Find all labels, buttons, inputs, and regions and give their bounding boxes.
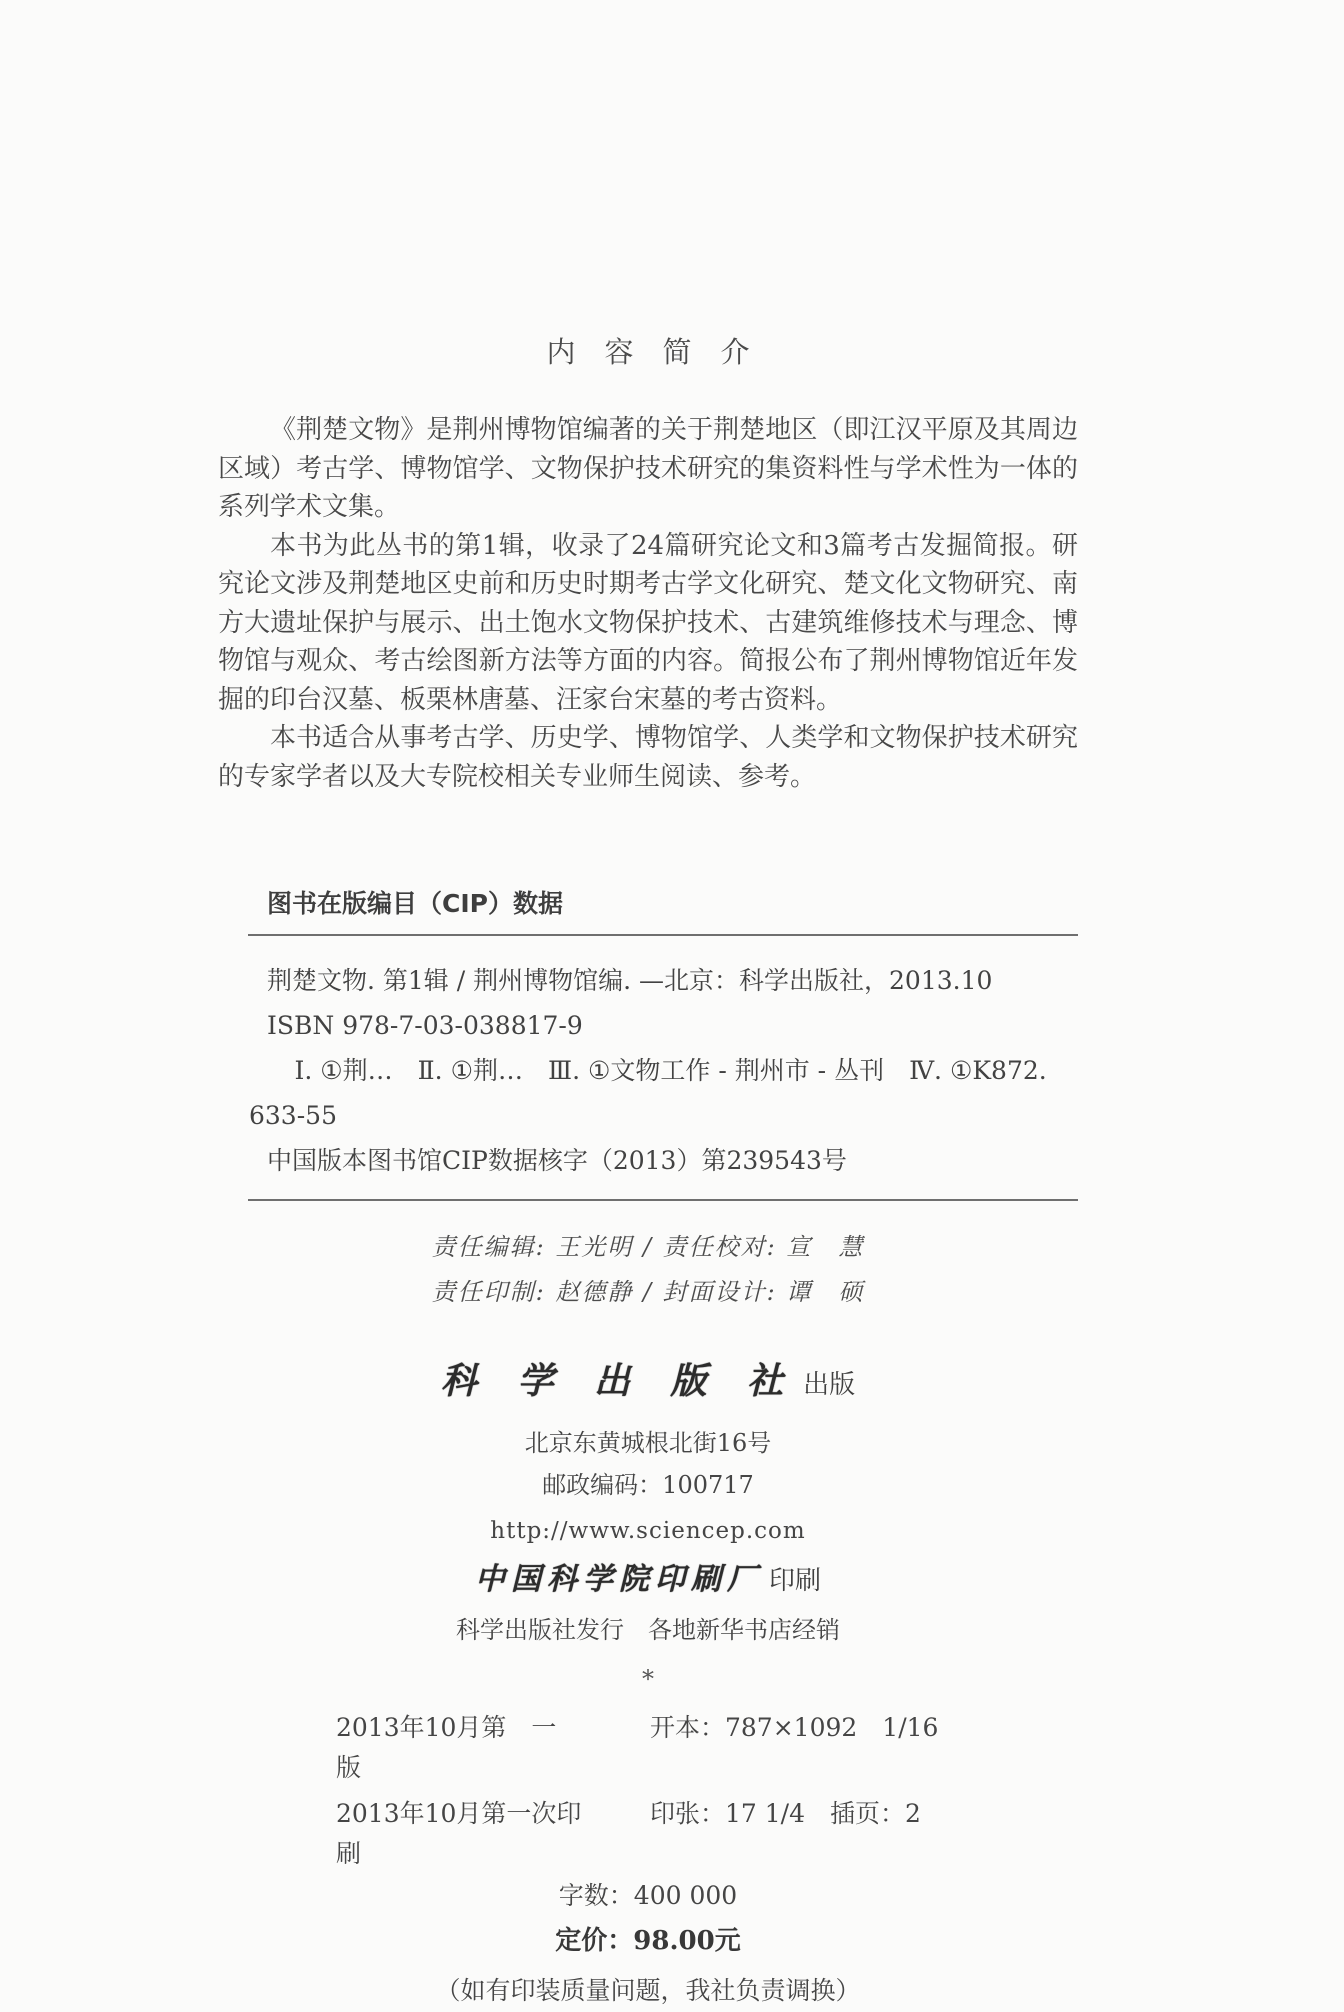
publisher-website: http://www.sciencep.com: [490, 1518, 806, 1544]
isbn-line: ISBN 978-7-03-038817-9: [267, 1011, 583, 1040]
publisher-address: 北京东黄城根北街16号: [524, 1429, 772, 1457]
colophon-page: [218, 0, 1078, 2012]
distribution-line: 科学出版社发行 各地新华书店经销: [456, 1616, 840, 1644]
format-spec: 开本：787×1092 1/16: [650, 1713, 939, 1742]
intro-paragraph-2: 本书为此丛书的第1辑，收录了24篇研究论文和3篇考古发掘简报。研究论文涉及荆楚地区史前和历史时期考古学文化研究、楚文化文物研究、南方大遗址保护与展示、出土饱水文物保护技术、古建筑维修技术与理念、博物馆与观众、考古绘图新方法等方面的内容。简报公布了荆州博物馆近年发掘的印台汉墓、板栗林唐墓、汪家台宋墓的考古资料。: [218, 530, 1078, 715]
staff-credits-section: [218, 1225, 1078, 1315]
publisher-logotype: 科 学 出 版 社: [440, 1360, 798, 1402]
intro-paragraph-1: 《荆楚文物》是荆州博物馆编著的关于荆楚地区（即江汉平原及其周边区域）考古学、博物馆学、文物保护技术研究的集资料性与学术性为一体的系列学术文集。: [218, 415, 1078, 522]
cip-body: [218, 958, 1078, 1183]
edition-row-spacer: [604, 1794, 650, 1874]
printer-logotype: 中国科学院印刷厂: [474, 1562, 763, 1597]
cip-section: [218, 884, 1078, 1201]
imprint-section: [218, 1357, 1078, 2012]
content-summary-section: [218, 0, 1078, 796]
printing-date: 2013年10月第一次印刷: [336, 1799, 582, 1868]
publisher-role-label: 出版: [803, 1370, 856, 1400]
edition-row-1: [218, 1708, 1078, 1788]
printer-role-label: 印刷: [768, 1566, 821, 1596]
publisher-postal-code: 邮政编码：100717: [542, 1471, 754, 1499]
cip-bottom-rule: [248, 1199, 1078, 1201]
quality-note: （如有印装质量问题，我社负责调换）: [435, 1976, 861, 2005]
cip-classification-line-2: 633-55: [249, 1101, 337, 1130]
sheets-inserts-spec: 印张：17 1/4 插页：2: [650, 1799, 921, 1828]
cip-header: 图书在版编目（CIP）数据: [267, 889, 563, 918]
cip-top-rule: [248, 934, 1078, 936]
printer-line: [218, 1558, 1078, 1606]
cip-classification-line-1: Ⅰ. ①荆… Ⅱ. ①荆… Ⅲ. ①文物工作 - 荆州市 - 丛刊 Ⅳ. ①K872.: [294, 1056, 1047, 1085]
section-title: 内 容 简 介: [546, 335, 750, 369]
price: 定价：98.00元: [555, 1926, 741, 1956]
cip-record-number: 中国版本图书馆CIP数据核字（2013）第239543号: [267, 1146, 847, 1175]
word-count: 字数：400 000: [558, 1881, 738, 1910]
cip-entry-line: 荆楚文物. 第1辑 / 荆州博物馆编. —北京：科学出版社，2013.10: [267, 966, 993, 995]
publisher-line: [218, 1357, 1078, 1412]
asterisk-divider: *: [642, 1665, 654, 1693]
edition-row-spacer: [604, 1708, 650, 1788]
intro-paragraph-3: 本书适合从事考古学、历史学、博物馆学、人类学和文物保护技术研究的专家学者以及大专院校相关专业师生阅读、参考。: [218, 723, 1078, 792]
edition-row-2: [218, 1794, 1078, 1874]
credits-line-printing-design: 责任印制: 赵德静 / 封面设计: 谭 硕: [431, 1278, 865, 1306]
credits-line-editors: 责任编辑: 王光明 / 责任校对: 宣 慧: [431, 1233, 865, 1261]
edition-date: 2013年10月第 一 版: [336, 1713, 582, 1782]
